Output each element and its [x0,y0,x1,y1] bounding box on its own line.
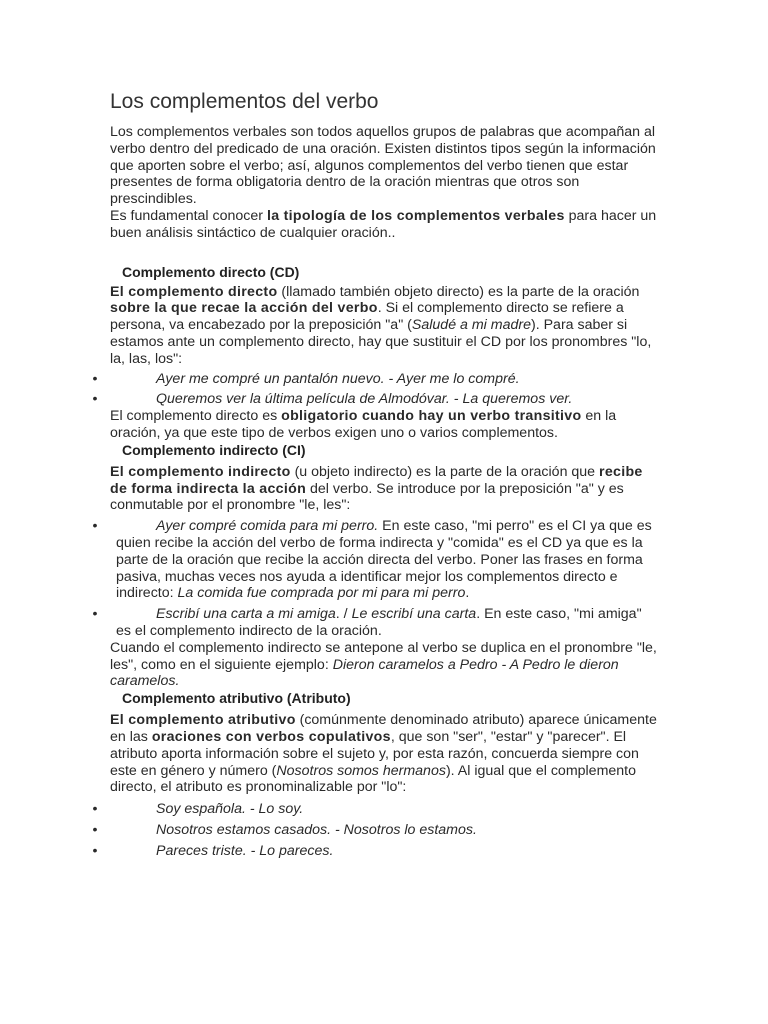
ci-paragraph [110,464,658,514]
at-text-3: ). Al igual que el complemento directo, el atributo es pronominalizable por "lo": [110,762,636,796]
at-emphasis: oraciones con verbos copulativos [151,728,391,745]
section-heading-at: Complemento atributivo (Atributo) [122,690,351,707]
intro-paragraph [110,124,658,242]
ci-text: (u objeto indirecto) es la parte de la oración que [290,463,600,480]
bullet-icon: • [92,606,98,623]
at-bullet-text: Soy española. - Lo soy. [156,801,304,818]
cd-bullet-list [92,370,658,409]
ci-emphasis: recibe de forma indirecta la acción [110,463,643,497]
list-item [92,391,658,408]
ci-bullet-text: En este caso, "mi perro" es el CI ya que es quien recibe la acción del verbo de forma indirecta y "comida" es el CD ya que es la parte de la oración que recibe la acción directa del verbo. Poner las frases en forma pasiva, muchas veces nos ayuda a identificar mejor los complementos directo e indirecto: [116,518,652,602]
cd-paragraph [110,284,658,368]
at-example: Nosotros somos hermanos [276,762,446,779]
page-title: Los complementos del verbo [110,90,379,113]
section-heading-cd: Complemento directo (CD) [122,263,300,280]
intro-text-2a: Es fundamental conocer [110,207,267,224]
ci-bullet-text-2: . [465,585,470,602]
cd-text-3: ). Para saber si estamos ante un complemento directo, hay que sustituir el CD por los pronombres "lo, la, las, los": [110,317,652,367]
at-bullet-text: Pareces triste. - Lo pareces. [156,842,334,859]
ci-separator: . / [335,606,352,623]
intro-text-2c: para hacer un buen análisis sintáctico de cualquier oración.. [110,207,657,241]
bullet-icon: • [92,370,98,387]
cd-text-4: El complemento directo es [110,408,282,425]
document [92,88,658,859]
cd-text-5: en la oración, ya que este tipo de verbos exigen uno o varios complementos. [110,408,617,441]
ci-example-3: Escribí una carta a mi amiga [156,606,336,623]
ci-text-3: Cuando el complemento indirecto se antepone al verbo se duplica en el pronombre "le, les", como en el siguiente ejemplo: [110,639,657,673]
cd-text: (llamado también objeto directo) es la parte de la oración [277,283,640,300]
ci-bullet-text-3: . En este caso, "mi amiga" es el complemento indirecto de la oración. [116,606,642,639]
cd-emphasis: sobre la que recae la acción del verbo [110,300,378,317]
ci-term: El complemento indirecto [110,463,291,480]
bullet-icon: • [92,518,98,535]
at-text: (comúnmente denominado atributo) aparece únicamente en las [110,712,657,745]
bullet-icon: • [92,842,98,859]
at-paragraph [110,712,658,796]
list-item [92,518,658,602]
cd-text-2: . Si el complemento directo se refiere a persona, va encabezado por la preposición "a" ( [110,300,624,334]
list-item [92,801,658,818]
bullet-icon: • [92,391,98,408]
cd-paragraph-2 [110,408,658,442]
list-item [92,370,658,388]
intro-emphasis: la tipología de los complementos verbales [266,207,565,224]
section-heading-ci: Complemento indirecto (CI) [122,441,306,458]
list-item [92,606,658,640]
cd-bullet-text: Queremos ver la última película de Almodóvar. - La queremos ver. [156,391,573,408]
cd-term: El complemento directo [110,283,278,300]
ci-example: Ayer compré comida para mi perro. [156,518,379,535]
at-term: El complemento atributivo [110,712,296,729]
ci-bullet-list [92,518,658,640]
at-bullet-list [92,801,658,859]
at-bullet-text: Nosotros estamos casados. - Nosotros lo estamos. [156,821,477,838]
cd-bullet-text: Ayer me compré un pantalón nuevo. - Ayer me lo compré. [156,370,520,387]
intro-text: Los complementos verbales son todos aquellos grupos de palabras que acompañan al verbo dentro del predicado de una oración. Existen distintos tipos según la información que aporten sobre el verbo; así, algunos complementos del verbo tienen que estar presentes de forma obligatoria dentro de la oración mientras que otros son prescindibles. [110,124,656,208]
ci-example-4: Le escribí una carta [351,606,477,623]
at-text-2: , que son "ser", "estar" y "parecer". El atributo aporta información sobre el sujeto y, por esta razón, concuerda siempre con este en género y número ( [110,728,639,779]
ci-paragraph-2 [110,640,658,690]
cd-example: Saludé a mi madre [411,317,531,334]
ci-example-2: La comida fue comprada por mi para mi perro [177,585,466,602]
list-item [92,821,658,839]
bullet-icon: • [92,801,98,818]
ci-text-2: del verbo. Se introduce por la preposición "a" y es conmutable por el pronombre "le, les": [110,480,624,514]
list-item [92,842,658,860]
bullet-icon: • [92,821,98,838]
cd-emphasis-2: obligatorio cuando hay un verbo transitivo [281,408,582,425]
ci-example-5: Dieron caramelos a Pedro - A Pedro le dieron caramelos. [110,656,619,690]
